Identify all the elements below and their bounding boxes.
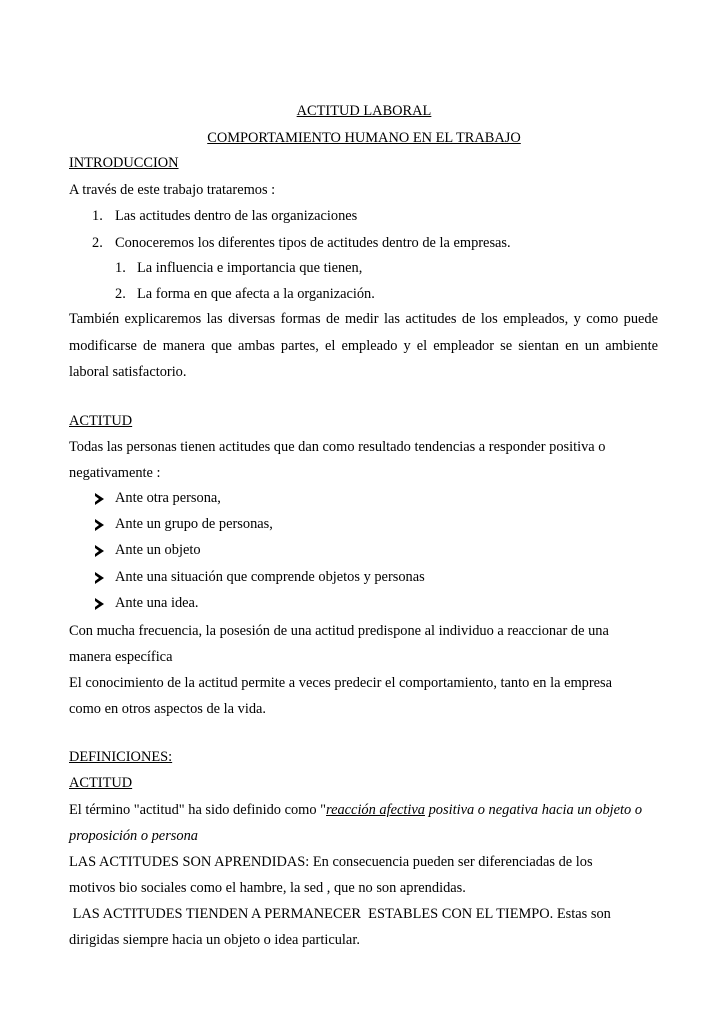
definiciones-paragraph-line: LAS ACTITUDES TIENDEN A PERMANECER ESTABLES CON EL TIEMPO. Estas son xyxy=(69,906,611,922)
bullet-arrow-icon xyxy=(95,545,104,557)
actitud-paragraph-line: manera específica xyxy=(69,649,173,665)
bullet-arrow-icon xyxy=(95,598,104,610)
definiciones-paragraph-line: dirigidas siempre hacia un objeto o idea particular. xyxy=(69,932,360,948)
actitud-paragraph-line: El conocimiento de la actitud permite a veces predecir el comportamiento, tanto en la empresa xyxy=(69,675,613,691)
bullet-item: Ante un grupo de personas, xyxy=(115,516,273,532)
definition-line: proposición o persona xyxy=(69,828,198,844)
bullet-arrow-icon xyxy=(95,493,104,505)
actitud-paragraph-line: Con mucha frecuencia, la posesión de una actitud predispone al individuo a reaccionar de una xyxy=(69,623,609,639)
bullet-arrow-icon xyxy=(95,572,104,584)
intro-paragraph-line: También explicaremos las diversas formas de medir las actitudes de los empleados, y como puede xyxy=(69,311,658,327)
actitud-paragraph-line: Todas las personas tienen actitudes que dan como resultado tendencias a responder positiva o xyxy=(69,439,606,455)
definition-text: El término "actitud" ha sido definido como " xyxy=(69,802,327,818)
actitud-paragraph-line: negativamente : xyxy=(69,465,161,481)
bullet-item: Ante una idea. xyxy=(115,595,199,611)
definiciones-paragraph-line: LAS ACTITUDES SON APRENDIDAS: En consecuencia pueden ser diferenciadas de los xyxy=(69,854,593,870)
intro-lead: A través de este trabajo trataremos : xyxy=(69,182,276,198)
definition-emphasis: reacción afectiva xyxy=(326,802,425,818)
bullet-item: Ante un objeto xyxy=(115,542,201,558)
list-number: 2. xyxy=(92,235,103,251)
section-heading-definiciones: DEFINICIONES: xyxy=(69,749,173,765)
definition-text-italic: positiva o negativa hacia un objeto o xyxy=(424,802,643,818)
subheading-actitud: ACTITUD xyxy=(69,775,133,791)
definition-line xyxy=(69,800,642,821)
sublist-item: La influencia e importancia que tienen, xyxy=(137,260,363,276)
list-number: 1. xyxy=(92,208,103,224)
definiciones-paragraph-line: motivos bio sociales como el hambre, la sed , que no son aprendidas. xyxy=(69,880,466,896)
bullet-arrow-icon xyxy=(95,519,104,531)
intro-paragraph-line: laboral satisfactorio. xyxy=(69,364,187,380)
list-item: Conoceremos los diferentes tipos de actitudes dentro de la empresas. xyxy=(115,235,511,251)
sublist-item: La forma en que afecta a la organización. xyxy=(137,286,375,302)
bullet-item: Ante otra persona, xyxy=(115,490,221,506)
section-heading-introduccion: INTRODUCCION xyxy=(69,155,179,171)
page-title: ACTITUD LABORAL xyxy=(296,103,432,119)
sublist-number: 1. xyxy=(115,260,126,276)
intro-paragraph-line: modificarse de manera que ambas partes, el empleado y el empleador se sientan en un ambiente xyxy=(69,338,658,354)
sublist-number: 2. xyxy=(115,286,126,302)
list-item: Las actitudes dentro de las organizaciones xyxy=(115,208,358,224)
page-subtitle: COMPORTAMIENTO HUMANO EN EL TRABAJO xyxy=(207,130,521,146)
bullet-item: Ante una situación que comprende objetos y personas xyxy=(115,569,425,585)
actitud-paragraph-line: como en otros aspectos de la vida. xyxy=(69,701,267,717)
section-heading-actitud: ACTITUD xyxy=(69,413,133,429)
